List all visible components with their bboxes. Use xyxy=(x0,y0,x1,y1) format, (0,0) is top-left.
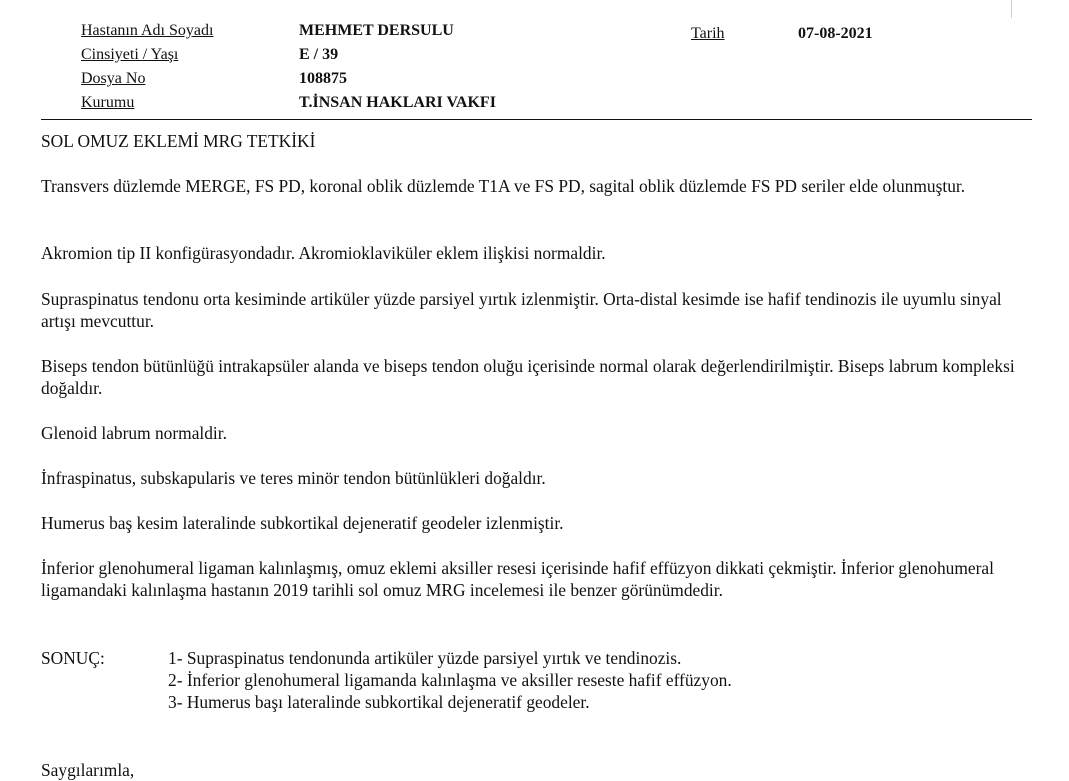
report-paragraph: Akromion tip II konfigürasyondadır. Akromioklaviküler eklem ilişkisi normaldir. xyxy=(41,243,606,263)
sex-age-label: Cinsiyeti / Yaşı xyxy=(81,46,179,63)
report-paragraph: Supraspinatus tendonu orta kesiminde artiküler yüzde parsiyel yırtık izlenmiştir. Orta-distal kesimde ise hafif tendinozis ile uyumlu sinyal artışı mevcuttur. xyxy=(41,289,1002,331)
report-title: SOL OMUZ EKLEMİ MRG TETKİKİ xyxy=(41,131,316,151)
report-paragraph: İnfraspinatus, subskapularis ve teres minör tendon bütünlükleri doğaldır. xyxy=(41,468,546,488)
patient-name-value: MEHMET DERSULU xyxy=(299,22,454,39)
date-label: Tarih xyxy=(691,25,725,42)
result-item: 2- İnferior glenohumeral ligamanda kalınlaşma ve aksiller reseste hafif effüzyon. xyxy=(168,670,732,690)
result-label: SONUÇ: xyxy=(41,648,105,668)
date-value: 07-08-2021 xyxy=(798,25,873,42)
patient-header xyxy=(0,0,1069,120)
institution-value: T.İNSAN HAKLARI VAKFI xyxy=(299,94,496,111)
report-paragraph: Humerus baş kesim lateralinde subkortikal dejeneratif geodeler izlenmiştir. xyxy=(41,513,564,533)
report-paragraph: İnferior glenohumeral ligaman kalınlaşmış, omuz eklemi aksiller resesi içerisinde hafif effüzyon dikkati çekmiştir. İnferior glenohumeral ligamandaki kalınlaşma hastanın 2019 tarihli sol omuz MRG incelemesi ile benzer görünümdedir. xyxy=(41,558,994,600)
patient-name-label: Hastanın Adı Soyadı xyxy=(81,22,214,39)
sex-age-value: E / 39 xyxy=(299,46,339,63)
result-item: 1- Supraspinatus tendonunda artiküler yüzde parsiyel yırtık ve tendinozis. xyxy=(168,648,682,668)
report-paragraph: Glenoid labrum normaldir. xyxy=(41,423,227,443)
report-paragraph: Biseps tendon bütünlüğü intrakapsüler alanda ve biseps tendon oluğu içerisinde normal olarak değerlendirilmiştir. Biseps labrum kompleksi doğaldır. xyxy=(41,356,1015,398)
header-divider xyxy=(41,119,1032,120)
file-no-value: 108875 xyxy=(299,70,347,87)
result-item: 3- Humerus başı lateralinde subkortikal dejeneratif geodeler. xyxy=(168,692,590,712)
report-paragraph: Transvers düzlemde MERGE, FS PD, koronal oblik düzlemde T1A ve FS PD, sagital oblik düzlemde FS PD seriler elde olunmuştur. xyxy=(41,176,966,196)
institution-label: Kurumu xyxy=(81,94,135,111)
closing-salutation: Saygılarımla, xyxy=(41,760,135,780)
result-list xyxy=(168,647,1018,713)
file-no-label: Dosya No xyxy=(81,70,146,87)
